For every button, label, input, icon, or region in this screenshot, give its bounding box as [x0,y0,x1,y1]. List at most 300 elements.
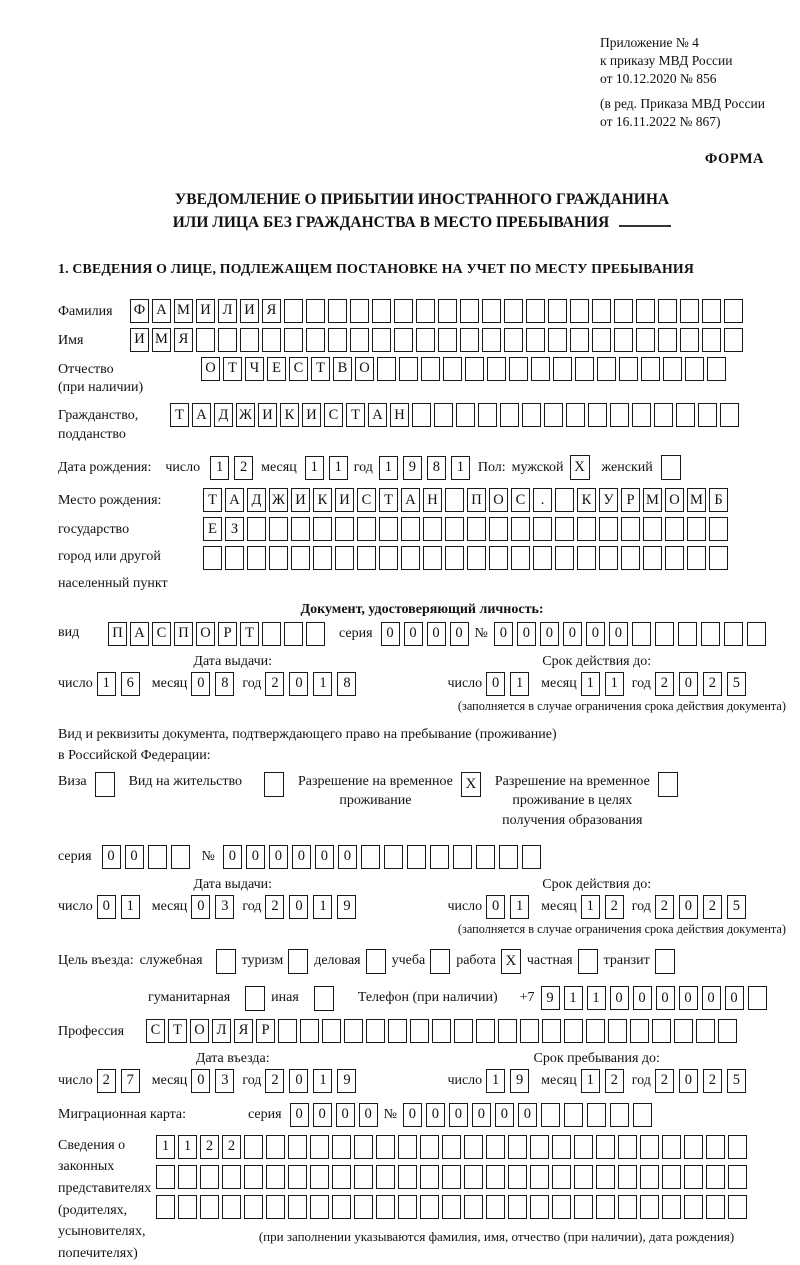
form-cell[interactable] [678,622,697,646]
form-cell[interactable] [291,517,310,541]
form-cell[interactable]: 0 [609,622,628,646]
form-cell[interactable] [555,546,574,570]
form-cell[interactable]: 0 [540,622,559,646]
form-cell[interactable]: Б [709,488,728,512]
form-cell[interactable] [438,328,457,352]
form-cell[interactable] [222,1165,241,1189]
doc-valid-year-cells[interactable] [655,672,746,696]
form-cell[interactable] [416,328,435,352]
form-cell[interactable] [748,986,767,1010]
form-cell[interactable] [632,622,651,646]
form-cell[interactable] [592,299,611,323]
form-cell[interactable] [420,1195,439,1219]
form-cell[interactable] [564,1103,583,1127]
form-cell[interactable] [225,546,244,570]
form-cell[interactable]: 0 [702,986,721,1010]
form-cell[interactable]: . [533,488,552,512]
form-cell[interactable] [684,1165,703,1189]
form-cell[interactable]: 2 [703,672,722,696]
form-cell[interactable] [520,1019,539,1043]
form-cell[interactable] [509,357,528,381]
form-cell[interactable] [577,517,596,541]
form-cell[interactable] [284,622,303,646]
permit-valid-year-cells[interactable] [655,895,746,919]
form-cell[interactable] [384,845,403,869]
form-cell[interactable] [266,1135,285,1159]
form-cell[interactable] [614,328,633,352]
form-cell[interactable]: 1 [210,456,229,480]
form-cell[interactable]: М [174,299,193,323]
form-cell[interactable] [489,546,508,570]
visa-checkbox[interactable] [95,772,115,797]
form-cell[interactable]: 2 [265,672,284,696]
form-cell[interactable] [398,1195,417,1219]
form-cell[interactable]: Т [223,357,242,381]
form-cell[interactable] [724,328,743,352]
form-cell[interactable] [709,517,728,541]
form-cell[interactable] [240,328,259,352]
form-cell[interactable] [685,357,704,381]
form-cell[interactable] [570,328,589,352]
form-cell[interactable]: С [289,357,308,381]
form-cell[interactable] [522,403,541,427]
form-cell[interactable]: 0 [495,1103,514,1127]
form-cell[interactable] [156,1165,175,1189]
form-cell[interactable] [456,403,475,427]
form-cell[interactable] [640,1135,659,1159]
purpose-business-checkbox[interactable] [366,949,386,974]
form-cell[interactable]: Р [218,622,237,646]
form-cell[interactable]: 7 [121,1069,140,1093]
form-cell[interactable] [401,546,420,570]
form-cell[interactable] [658,299,677,323]
form-cell[interactable] [464,1135,483,1159]
temp-permit-checkbox[interactable]: X [461,772,481,797]
form-cell[interactable] [266,1165,285,1189]
form-cell[interactable] [724,622,743,646]
form-cell[interactable] [636,299,655,323]
form-cell[interactable] [526,328,545,352]
form-cell[interactable] [465,357,484,381]
form-cell[interactable]: М [687,488,706,512]
temp-permit-edu-checkbox[interactable] [658,772,678,797]
form-cell[interactable]: 1 [156,1135,175,1159]
form-cell[interactable] [464,1195,483,1219]
form-cell[interactable]: 1 [510,672,529,696]
form-cell[interactable]: 0 [449,1103,468,1127]
form-cell[interactable]: 9 [337,895,356,919]
form-cell[interactable] [376,1165,395,1189]
form-cell[interactable] [432,1019,451,1043]
birth-year-cells[interactable] [379,456,470,480]
legal-cells-row2[interactable] [156,1165,747,1189]
form-cell[interactable] [747,622,766,646]
birth-month-cells[interactable] [305,456,348,480]
form-cell[interactable]: 2 [97,1069,116,1093]
form-cell[interactable]: И [302,403,321,427]
form-cell[interactable] [687,517,706,541]
form-cell[interactable]: 0 [517,622,536,646]
birthplace-cells-row2[interactable] [203,517,728,541]
form-cell[interactable]: А [225,488,244,512]
form-cell[interactable] [566,403,585,427]
form-cell[interactable]: 2 [655,672,674,696]
form-cell[interactable]: 1 [329,456,348,480]
form-cell[interactable]: 9 [510,1069,529,1093]
form-cell[interactable]: 8 [427,456,446,480]
form-cell[interactable]: 6 [121,672,140,696]
form-cell[interactable]: 2 [703,1069,722,1093]
surname-cells[interactable] [130,299,743,323]
form-cell[interactable]: 9 [337,1069,356,1093]
form-cell[interactable] [610,403,629,427]
form-cell[interactable]: С [152,622,171,646]
name-cells[interactable] [130,328,743,352]
form-cell[interactable] [398,1135,417,1159]
form-cell[interactable] [284,328,303,352]
form-cell[interactable]: М [152,328,171,352]
form-cell[interactable] [676,403,695,427]
form-cell[interactable] [724,299,743,323]
form-cell[interactable] [335,546,354,570]
form-cell[interactable]: 2 [265,895,284,919]
form-cell[interactable] [476,845,495,869]
form-cell[interactable] [541,1103,560,1127]
form-cell[interactable]: И [291,488,310,512]
permit-issue-day-cells[interactable] [97,895,140,919]
form-cell[interactable] [335,517,354,541]
form-cell[interactable] [587,1103,606,1127]
form-cell[interactable] [530,1165,549,1189]
form-cell[interactable] [394,328,413,352]
form-cell[interactable] [487,357,506,381]
form-cell[interactable] [332,1165,351,1189]
form-cell[interactable] [531,357,550,381]
birthplace-cells-row3[interactable] [203,546,728,570]
form-cell[interactable]: 8 [337,672,356,696]
form-cell[interactable]: 0 [486,895,505,919]
form-cell[interactable] [586,1019,605,1043]
form-cell[interactable] [706,1165,725,1189]
form-cell[interactable]: О [190,1019,209,1043]
form-cell[interactable] [702,328,721,352]
form-cell[interactable]: А [401,488,420,512]
form-cell[interactable] [662,1195,681,1219]
form-cell[interactable] [482,328,501,352]
form-cell[interactable]: Ж [236,403,255,427]
form-cell[interactable]: Т [170,403,189,427]
form-cell[interactable] [416,299,435,323]
form-cell[interactable] [306,299,325,323]
form-cell[interactable] [544,403,563,427]
purpose-official-checkbox[interactable] [216,949,236,974]
form-cell[interactable] [478,403,497,427]
form-cell[interactable] [445,517,464,541]
doc-series-cells[interactable] [381,622,469,646]
form-cell[interactable]: 0 [191,1069,210,1093]
form-cell[interactable]: К [577,488,596,512]
form-cell[interactable]: И [258,403,277,427]
form-cell[interactable]: 2 [234,456,253,480]
form-cell[interactable] [619,357,638,381]
form-cell[interactable] [266,1195,285,1219]
form-cell[interactable] [684,1135,703,1159]
form-cell[interactable] [486,1165,505,1189]
form-cell[interactable] [498,1019,517,1043]
form-cell[interactable]: 0 [191,895,210,919]
form-cell[interactable]: 0 [518,1103,537,1127]
form-cell[interactable] [658,328,677,352]
form-cell[interactable] [244,1165,263,1189]
form-cell[interactable]: 1 [305,456,324,480]
purpose-other-checkbox[interactable] [314,986,334,1011]
form-cell[interactable] [244,1195,263,1219]
form-cell[interactable] [467,546,486,570]
form-cell[interactable]: А [192,403,211,427]
form-cell[interactable] [442,1195,461,1219]
form-cell[interactable] [443,357,462,381]
form-cell[interactable] [665,546,684,570]
legal-cells-row3[interactable] [156,1195,747,1219]
form-cell[interactable] [322,1019,341,1043]
form-cell[interactable]: 1 [581,672,600,696]
form-cell[interactable]: 2 [200,1135,219,1159]
form-cell[interactable]: Я [174,328,193,352]
form-cell[interactable] [574,1165,593,1189]
form-cell[interactable]: 0 [223,845,242,869]
form-cell[interactable] [200,1195,219,1219]
form-cell[interactable] [633,1103,652,1127]
form-cell[interactable] [596,1135,615,1159]
form-cell[interactable]: 1 [379,456,398,480]
birth-day-cells[interactable] [210,456,253,480]
form-cell[interactable]: 0 [313,1103,332,1127]
form-cell[interactable] [701,622,720,646]
form-cell[interactable] [618,1165,637,1189]
form-cell[interactable] [654,403,673,427]
form-cell[interactable] [499,845,518,869]
form-cell[interactable] [423,546,442,570]
form-cell[interactable]: 2 [655,1069,674,1093]
form-cell[interactable]: 1 [510,895,529,919]
form-cell[interactable] [310,1165,329,1189]
residence-permit-checkbox[interactable] [264,772,284,797]
form-cell[interactable] [421,357,440,381]
form-cell[interactable] [662,1165,681,1189]
form-cell[interactable]: Р [256,1019,275,1043]
form-cell[interactable]: 0 [586,622,605,646]
form-cell[interactable] [196,328,215,352]
doc-valid-day-cells[interactable] [486,672,529,696]
form-cell[interactable]: 1 [587,986,606,1010]
form-cell[interactable] [718,1019,737,1043]
form-cell[interactable]: 9 [403,456,422,480]
form-cell[interactable] [508,1165,527,1189]
form-cell[interactable] [511,517,530,541]
form-cell[interactable] [203,546,222,570]
form-cell[interactable]: 0 [450,622,469,646]
form-cell[interactable] [564,1019,583,1043]
form-cell[interactable] [148,845,167,869]
form-cell[interactable] [706,1135,725,1159]
doc-valid-month-cells[interactable] [581,672,624,696]
form-cell[interactable] [366,1019,385,1043]
form-cell[interactable]: Д [214,403,233,427]
form-cell[interactable] [262,622,281,646]
form-cell[interactable] [489,517,508,541]
form-cell[interactable]: Т [168,1019,187,1043]
form-cell[interactable] [401,517,420,541]
form-cell[interactable] [500,403,519,427]
form-cell[interactable] [247,517,266,541]
form-cell[interactable] [530,1195,549,1219]
form-cell[interactable]: 1 [605,672,624,696]
form-cell[interactable]: 0 [292,845,311,869]
form-cell[interactable]: И [335,488,354,512]
form-cell[interactable]: 0 [191,672,210,696]
form-cell[interactable]: Т [203,488,222,512]
form-cell[interactable] [533,546,552,570]
form-cell[interactable]: С [324,403,343,427]
form-cell[interactable] [709,546,728,570]
form-cell[interactable] [284,299,303,323]
form-cell[interactable]: 0 [269,845,288,869]
form-cell[interactable] [178,1165,197,1189]
form-cell[interactable]: О [196,622,215,646]
form-cell[interactable]: 0 [336,1103,355,1127]
form-cell[interactable] [570,299,589,323]
form-cell[interactable]: 0 [427,622,446,646]
form-cell[interactable]: Н [423,488,442,512]
form-cell[interactable] [350,328,369,352]
form-cell[interactable] [632,403,651,427]
form-cell[interactable] [344,1019,363,1043]
form-cell[interactable] [643,517,662,541]
form-cell[interactable] [482,299,501,323]
form-cell[interactable]: Е [203,517,222,541]
form-cell[interactable] [460,299,479,323]
form-cell[interactable] [630,1019,649,1043]
form-cell[interactable] [618,1195,637,1219]
form-cell[interactable]: 0 [725,986,744,1010]
form-cell[interactable] [171,845,190,869]
form-cell[interactable] [574,1195,593,1219]
form-cell[interactable] [655,622,674,646]
form-cell[interactable] [379,546,398,570]
form-cell[interactable] [328,328,347,352]
form-cell[interactable] [643,546,662,570]
form-cell[interactable] [674,1019,693,1043]
form-cell[interactable] [454,1019,473,1043]
purpose-transit-checkbox[interactable] [655,949,675,974]
form-cell[interactable]: Т [346,403,365,427]
form-cell[interactable]: 0 [102,845,121,869]
form-cell[interactable] [244,1135,263,1159]
form-cell[interactable] [410,1019,429,1043]
purpose-humanitarian-checkbox[interactable] [245,986,265,1011]
purpose-tourism-checkbox[interactable] [288,949,308,974]
form-cell[interactable]: 1 [313,672,332,696]
form-cell[interactable]: 1 [581,1069,600,1093]
form-cell[interactable] [511,546,530,570]
form-cell[interactable] [618,1135,637,1159]
form-cell[interactable] [460,328,479,352]
stay-month-cells[interactable] [581,1069,624,1093]
form-cell[interactable]: А [130,622,149,646]
form-cell[interactable] [354,1165,373,1189]
form-cell[interactable]: 1 [313,895,332,919]
form-cell[interactable]: О [201,357,220,381]
form-cell[interactable]: 1 [121,895,140,919]
form-cell[interactable]: 0 [289,672,308,696]
form-cell[interactable]: 5 [727,895,746,919]
entry-month-cells[interactable] [191,1069,234,1093]
form-cell[interactable] [288,1195,307,1219]
form-cell[interactable]: К [313,488,332,512]
form-cell[interactable] [552,1165,571,1189]
form-cell[interactable] [720,403,739,427]
form-cell[interactable]: 0 [359,1103,378,1127]
form-cell[interactable]: 2 [605,895,624,919]
form-cell[interactable]: 1 [451,456,470,480]
form-cell[interactable] [542,1019,561,1043]
form-cell[interactable]: 0 [289,1069,308,1093]
purpose-work-checkbox[interactable]: X [501,949,521,974]
form-cell[interactable] [464,1165,483,1189]
form-cell[interactable] [577,546,596,570]
form-cell[interactable] [399,357,418,381]
form-cell[interactable]: 9 [541,986,560,1010]
form-cell[interactable]: С [357,488,376,512]
form-cell[interactable]: 0 [679,986,698,1010]
permit-valid-day-cells[interactable] [486,895,529,919]
form-cell[interactable] [332,1135,351,1159]
form-cell[interactable]: П [108,622,127,646]
form-cell[interactable] [508,1195,527,1219]
sex-male-checkbox[interactable]: X [570,455,590,480]
form-cell[interactable] [608,1019,627,1043]
form-cell[interactable] [599,517,618,541]
form-cell[interactable] [530,1135,549,1159]
form-cell[interactable] [420,1165,439,1189]
form-cell[interactable]: 0 [97,895,116,919]
form-cell[interactable] [200,1165,219,1189]
form-cell[interactable] [728,1135,747,1159]
form-cell[interactable] [555,517,574,541]
form-cell[interactable]: 1 [313,1069,332,1093]
form-cell[interactable]: 1 [97,672,116,696]
form-cell[interactable]: 0 [125,845,144,869]
form-cell[interactable]: 1 [178,1135,197,1159]
form-cell[interactable] [376,1135,395,1159]
form-cell[interactable] [702,299,721,323]
form-cell[interactable] [361,845,380,869]
permit-issue-year-cells[interactable] [265,895,356,919]
form-cell[interactable] [596,1195,615,1219]
form-cell[interactable]: 0 [246,845,265,869]
form-cell[interactable]: З [225,517,244,541]
form-cell[interactable]: Ж [269,488,288,512]
form-cell[interactable] [354,1135,373,1159]
form-cell[interactable] [680,328,699,352]
form-cell[interactable] [310,1195,329,1219]
permit-series-cells[interactable] [102,845,190,869]
form-cell[interactable]: 0 [679,1069,698,1093]
form-cell[interactable] [291,546,310,570]
form-cell[interactable] [706,1195,725,1219]
form-cell[interactable] [453,845,472,869]
form-cell[interactable]: 2 [703,895,722,919]
